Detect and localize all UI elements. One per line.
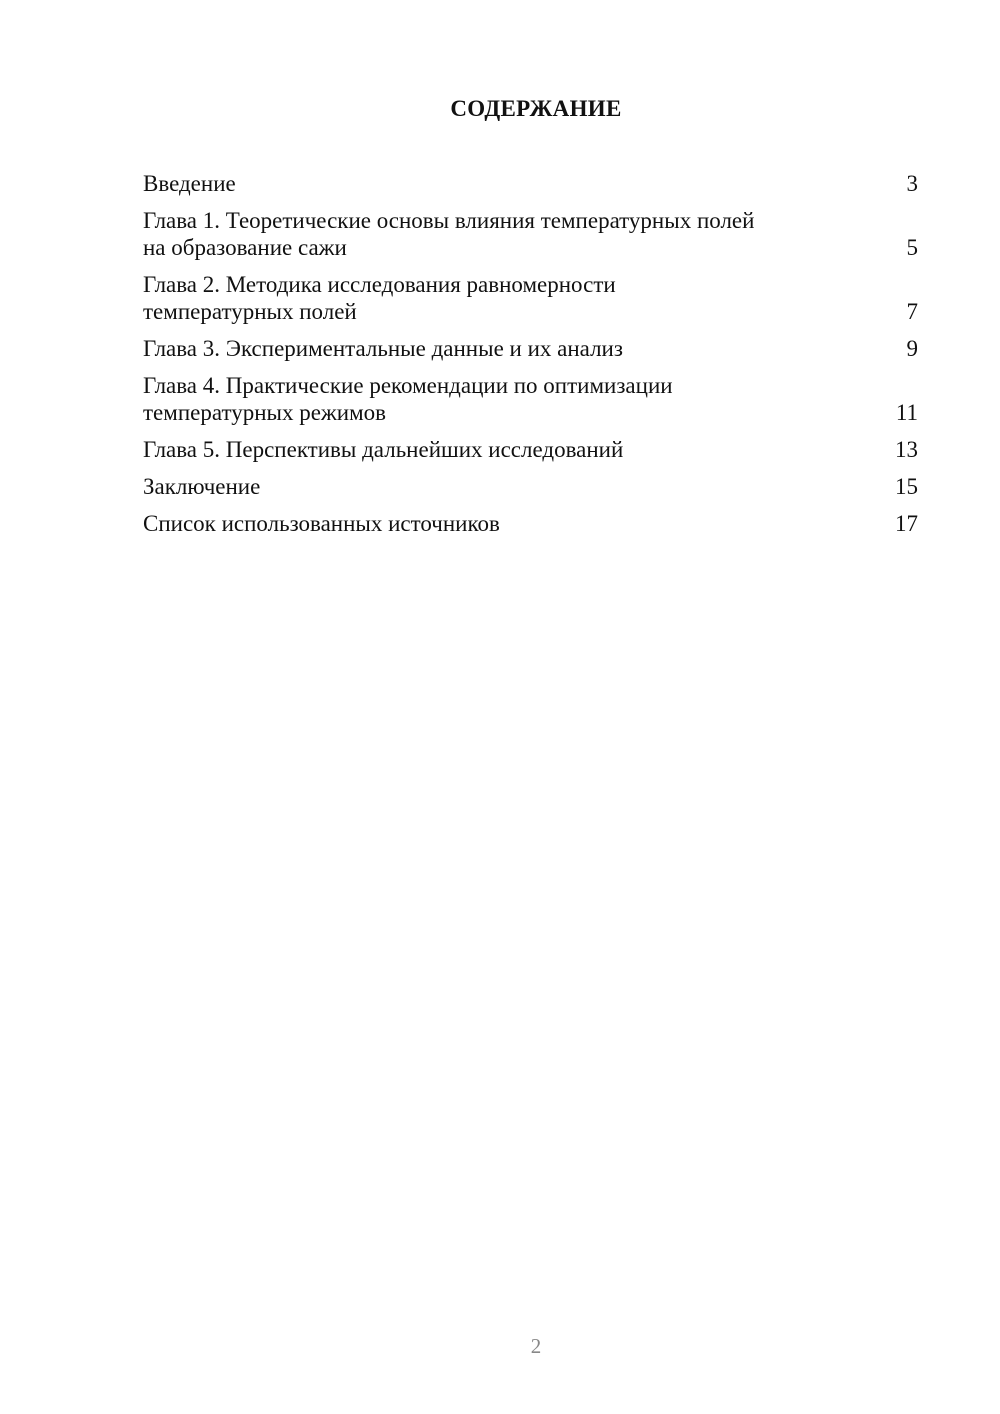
toc-entry-title: Глава 4. Практические рекомендации по оптимизации температурных режимов: [143, 373, 673, 425]
toc-entry-title: Глава 3. Экспериментальные данные и их анализ: [143, 336, 623, 361]
toc-entry-references: [143, 510, 918, 537]
toc-entry-page: 15: [895, 474, 918, 499]
toc-entry-title: Список использованных источников: [143, 511, 500, 536]
toc-entry-page: 3: [906, 171, 918, 196]
toc-entry-introduction: [143, 170, 918, 197]
page-title: СОДЕРЖАНИЕ: [450, 96, 622, 121]
toc-entry-title: Глава 2. Методика исследования равномерности температурных полей: [143, 272, 616, 324]
toc-entry-page: 5: [906, 235, 918, 260]
toc-entry-chapter-4: [143, 372, 918, 426]
toc-entry-title: Заключение: [143, 474, 261, 499]
toc-entry-title: Введение: [143, 171, 236, 196]
toc-entry-conclusion: [143, 473, 918, 500]
toc-entry-chapter-5: [143, 436, 918, 463]
toc-entry-chapter-2: [143, 271, 918, 325]
toc-entry-page: 17: [895, 511, 918, 536]
toc-entry-chapter-3: [143, 335, 918, 362]
toc-entry-title: Глава 5. Перспективы дальнейших исследований: [143, 437, 624, 462]
page-number: 2: [530, 1334, 542, 1358]
toc-entry-page: 13: [895, 437, 918, 462]
table-of-contents: [143, 170, 918, 547]
toc-entry-page: 9: [906, 336, 918, 361]
toc-entry-page: 11: [895, 400, 918, 425]
toc-entry-page: 7: [906, 299, 918, 324]
toc-entry-title: Глава 1. Теоретические основы влияния температурных полей на образование сажи: [143, 208, 755, 260]
toc-entry-chapter-1: [143, 207, 918, 261]
